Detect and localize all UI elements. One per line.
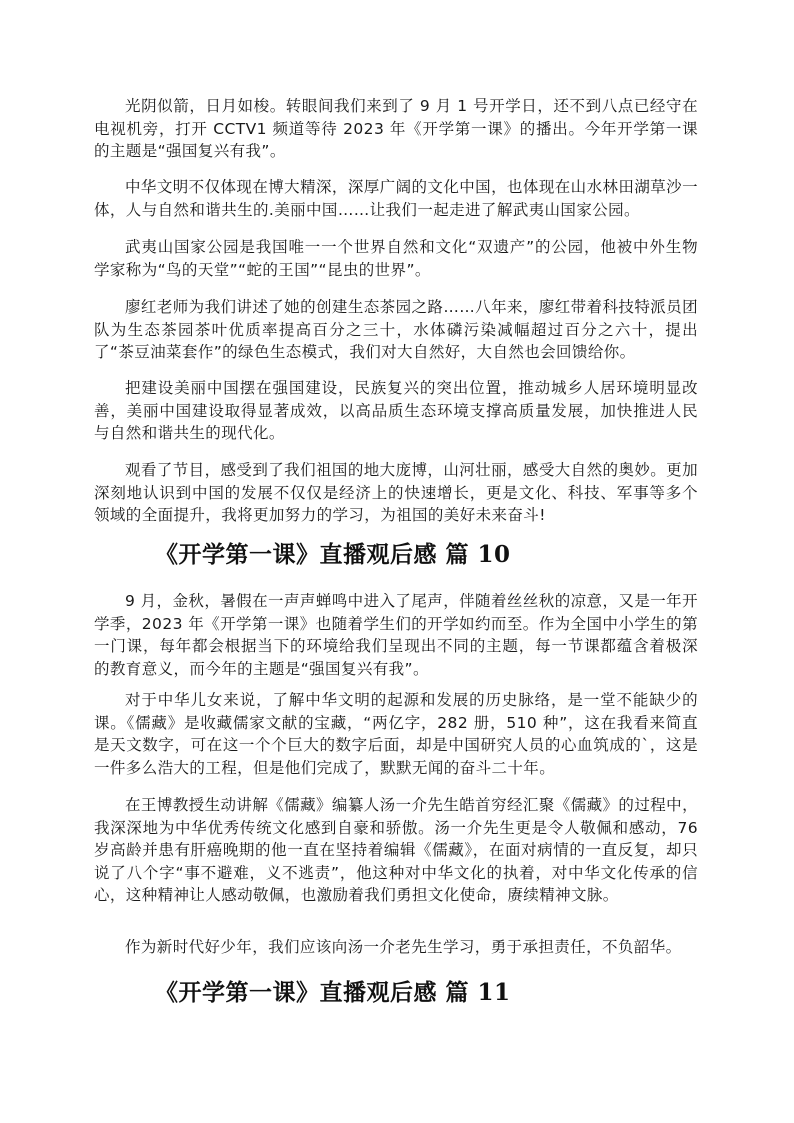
paragraph-chinese-civilization: 中华文明不仅体现在博大精深，深厚广阔的文化中国，也体现在山水林田湖草沙一体，人与自然和谐共生的.美丽中国……让我们一起走进了解武夷山国家公园。 (94, 178, 698, 219)
section-heading-11: 《开学第一课》直播观后感 篇 11 (155, 979, 511, 1006)
paragraph-liao-hong-tea-garden: 廖红老师为我们讲述了她的创建生态茶园之路……八年来，廖红带着科技特派员团队为生态茶园茶叶优质率提高百分之三十，水体磷污染减幅超过百分之六十，提出了“茶豆油菜套作”的绿色生态模式，我们对大自然好，大自然也会回馈给你。 (94, 298, 698, 361)
paragraph-wuyishan-park: 武夷山国家公园是我国唯一一个世界自然和文化“双遗产”的公园，他被中外生物学家称为“鸟的天堂”“蛇的王国”“昆虫的世界”。 (94, 238, 698, 279)
paragraph-tang-yijie: 在王博教授生动讲解《儒藏》编纂人汤一介先生皓首穷经汇聚《儒藏》的过程中，我深深地为中华优秀传统文化感到自豪和骄傲。汤一介先生更是令人敬佩和感动，76 岁高龄并患有肝癌晚期的他一直在坚持着编辑《儒藏》，在面对病情的一直反复，却只说了八个字“事不避难，义不逃责”，他这种对中华文化的执着，对中华文化传承的信心，这种精神让人感动敬佩，也激励着我们勇担文化使命，赓续精神文脉。 (94, 796, 698, 904)
paragraph-september-autumn: 9 月，金秋，暑假在一声声蝉鸣中进入了尾声，伴随着丝丝秋的凉意，又是一年开学季，2023 年《开学第一课》也随着学生们的开学如约而至。作为全国中小学生的第一门课，每年都会根据当下的环境给我们呈现出不同的主题，每一节课都蕴含着极深的教育意义，而今年的主题是“强国复兴有我”。 (94, 592, 698, 678)
paragraph-beautiful-china: 把建设美丽中国摆在强国建设，民族复兴的突出位置，推动城乡人居环境明显改善，美丽中国建设取得显著成效，以高品质生态环境支撑高质量发展，加快推进人民与自然和谐共生的现代化。 (94, 379, 698, 442)
section-heading-10: 《开学第一课》直播观后感 篇 10 (155, 541, 511, 568)
paragraph-reflection: 观看了节目，感受到了我们祖国的地大庞博，山河壮丽，感受大自然的奥妙。更加深刻地认识到中国的发展不仅仅是经济上的快速增长，更是文化、科技、军事等多个领域的全面提升，我将更加努力的学习，为祖国的美好未来奋斗! (94, 461, 698, 524)
paragraph-ruzang-intro: 对于中华儿女来说，了解中华文明的起源和发展的历史脉络，是一堂不能缺少的课。《儒藏》是收藏儒家文献的宝藏，“两亿字，282 册，510 种”，这在我看来简直是天文数字，可在这一个个巨大的数字后面，却是中国研究人员的心血筑成的`，这是一件多么浩大的工程，但是他们完成了，默默无闻的奋斗二十年。 (94, 691, 698, 777)
paragraph-closing: 作为新时代好少年，我们应该向汤一介老先生学习，勇于承担责任，不负韶华。 (125, 938, 682, 956)
paragraph-opening: 光阴似箭，日月如梭。转眼间我们来到了 9 月 1 号开学日，还不到八点已经守在电视机旁，打开 CCTV1 频道等待 2023 年《开学第一课》的播出。今年开学第一课的主题是“强国复兴有我”。 (94, 97, 698, 160)
